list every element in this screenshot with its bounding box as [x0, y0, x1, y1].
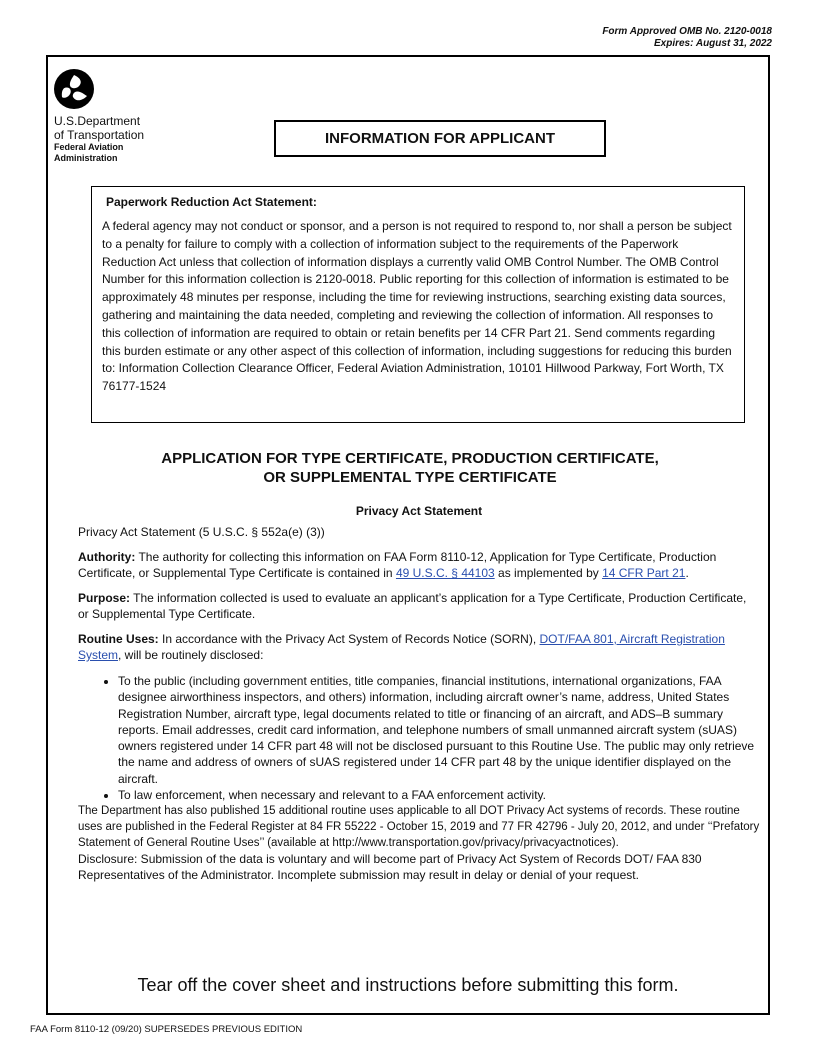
application-title-line-1: APPLICATION FOR TYPE CERTIFICATE, PRODUCTION CERTIFICATE,: [161, 450, 659, 467]
routine-uses-text: In accordance with the Privacy Act System of Records Notice (SORN),: [158, 632, 540, 646]
purpose-label: Purpose:: [78, 591, 131, 605]
usc-44103-link[interactable]: 49 U.S.C. § 44103: [395, 566, 495, 580]
list-item: • To law enforcement, when necessary and relevant to a FAA enforcement activity.: [118, 787, 760, 803]
tear-off-instruction: Tear off the cover sheet and instructions before submitting this form.: [137, 975, 679, 995]
form-footer: FAA Form 8110-12 (09/20) SUPERSEDES PREVIOUS EDITION: [30, 1024, 303, 1035]
purpose-text: The information collected is used to evaluate an applicant’s application for a Type Certificate, Production Certificate, or Supplemental Type Certificate.: [78, 591, 747, 621]
authority-mid: as implemented by: [494, 566, 603, 580]
agency-line-2: of Transportation: [54, 128, 145, 142]
agency-line-3: Federal Aviation: [54, 142, 124, 152]
cfr-part-21-link[interactable]: 14 CFR Part 21: [602, 566, 686, 580]
department-routine-uses: The Department has also published 15 additional routine uses applicable to all DOT Privacy Act systems of records. These routine uses are published in the Federal Register at 84 FR 55222 - October 15, 2019 and 77 FR 42796 - July 20, 2012, and under ‘‘Prefatory Statement of General Routine Uses’’ (available at http://www.transportation.gov/privacy/privacyactnotices).: [78, 805, 760, 850]
routine-uses-label: Routine Uses:: [78, 632, 159, 646]
form-frame: [46, 55, 770, 1015]
authority-label: Authority:: [78, 550, 136, 564]
sorn-dot-faa-801-link[interactable]: DOT/FAA 801, Aircraft Registration System: [78, 632, 725, 662]
omb-approval-number: Form Approved OMB No. 2120-0018: [602, 26, 772, 37]
dot-logo-icon: [54, 69, 94, 109]
application-title: [68, 449, 752, 487]
authority-text: The authority for collecting this information on FAA Form 8110-12, Application for Type Certificate, Production Certificate, or Supplemental Type Certificate is contained in: [78, 550, 717, 580]
omb-expiration: Expires: August 31, 2022: [653, 38, 772, 49]
list-item: • To the public (including government entities, title companies, financial institutions, international organizations, FAA designee airworthiness inspectors, and others) information, including aircraft owner’s name, address, United States Registration Number, aircraft type, legal documents related to title or financing of an aircraft, and ADS–B summary reports. Email addresses, credit card information, and telephone numbers of small unmanned aircraft system (sUAS) owners registered under 14 CFR part 48 will not be disclosed pursuant to this Routine Use. The public may only retrieve the name and address of owners of sUAS registered under 14 CFR part 48 by the unique identifier displayed on the aircraft.: [118, 673, 760, 787]
routine-uses-list: [78, 673, 760, 803]
purpose-paragraph: [78, 590, 760, 622]
pra-heading: Paperwork Reduction Act Statement:: [106, 195, 317, 209]
privacy-act-section: [78, 504, 760, 883]
routine-uses-end: , will be routinely disclosed:: [118, 648, 264, 662]
pra-text: A federal agency may not conduct or sponsor, and a person is not required to respond to, nor shall a person be subject to a penalty for failure to comply with a collection of information subject to the requirements of the Paperwork Reduction Act unless that collection of information displays a currently valid OMB Control Number. The OMB Control Number for this information collection is 2120-0018. Public reporting for this collection of information is estimated to be approximately 48 minutes per response, including the time for reviewing instructions, searching existing data sources, gathering and maintaining the data needed, completing and reviewing the collection of information. All responses to this collection of information are required to obtain or retain benefits per 14 CFR Part 21. Send comments regarding this burden estimate or any other aspect of this collection of information, including suggestions for reducing this burden to: Information Collection Clearance Officer, Federal Aviation Administration, 10101 Hillwood Parkway, Fort Worth, TX 76177-1524: [102, 219, 732, 394]
omb-notice: [602, 26, 772, 50]
authority-paragraph: [78, 549, 760, 581]
agency-name: [54, 114, 144, 164]
page-title: INFORMATION FOR APPLICANT: [274, 120, 606, 157]
authority-end: .: [685, 566, 689, 580]
privacy-statement-ref: Privacy Act Statement (5 U.S.C. § 552a(e) (3)): [78, 525, 325, 539]
agency-line-1: U.S.Department: [54, 114, 141, 128]
routine-uses-paragraph: [78, 631, 760, 663]
privacy-heading: Privacy Act Statement: [355, 504, 483, 518]
disclosure-paragraph: Disclosure: Submission of the data is voluntary and will become part of Privacy Act System of Records DOT/ FAA 830 Representatives of the Administrator. Incomplete submission may result in delay or denial of your request.: [78, 852, 702, 883]
paperwork-reduction-box: [91, 186, 745, 423]
application-title-line-2: OR SUPPLEMENTAL TYPE CERTIFICATE: [263, 469, 557, 486]
agency-line-4: Administration: [54, 153, 118, 163]
